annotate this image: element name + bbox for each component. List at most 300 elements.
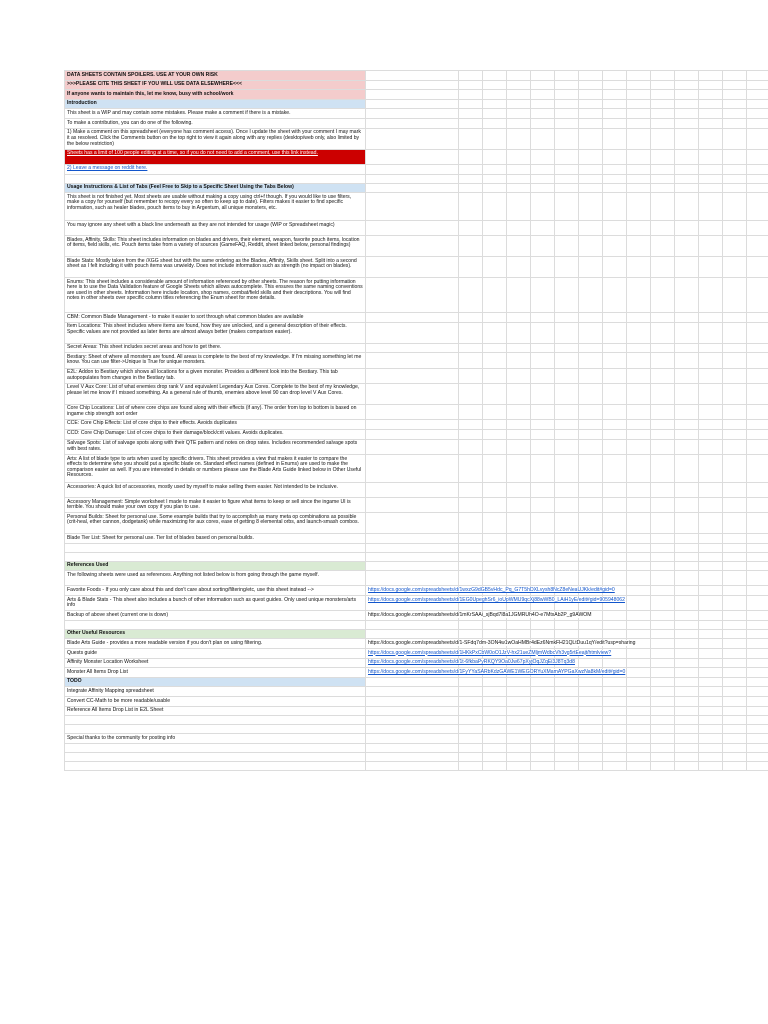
- empty-cell[interactable]: [675, 677, 699, 687]
- empty-cell[interactable]: [699, 734, 723, 744]
- empty-cell[interactable]: [627, 404, 651, 419]
- empty-cell[interactable]: [579, 99, 603, 109]
- cell-column-b[interactable]: [366, 620, 459, 629]
- empty-cell[interactable]: [555, 620, 579, 629]
- empty-cell[interactable]: [627, 734, 651, 744]
- empty-cell[interactable]: [531, 629, 555, 639]
- empty-cell[interactable]: [531, 620, 555, 629]
- empty-cell[interactable]: [675, 534, 699, 544]
- empty-cell[interactable]: [699, 119, 723, 129]
- cell-link-text[interactable]: Sheets has a limit of 100 people editing at a time, so if you do not need to add a comment, use this link instead.: [67, 150, 318, 157]
- empty-cell[interactable]: [675, 639, 699, 649]
- empty-cell[interactable]: [507, 221, 531, 236]
- empty-cell[interactable]: [555, 236, 579, 257]
- empty-cell[interactable]: [651, 716, 675, 725]
- empty-cell[interactable]: [507, 322, 531, 343]
- empty-cell[interactable]: [579, 80, 603, 90]
- empty-cell[interactable]: [531, 368, 555, 383]
- cell-column-a[interactable]: [65, 734, 366, 744]
- empty-cell[interactable]: [651, 629, 675, 639]
- empty-cell[interactable]: [723, 183, 747, 193]
- empty-cell[interactable]: [699, 513, 723, 534]
- empty-cell[interactable]: [579, 71, 603, 81]
- empty-cell[interactable]: [723, 119, 747, 129]
- empty-cell[interactable]: [675, 697, 699, 707]
- empty-cell[interactable]: [459, 439, 483, 454]
- empty-cell[interactable]: [555, 119, 579, 129]
- empty-cell[interactable]: [627, 483, 651, 498]
- empty-cell[interactable]: [603, 119, 627, 129]
- empty-cell[interactable]: [531, 128, 555, 149]
- empty-cell[interactable]: [699, 620, 723, 629]
- empty-cell[interactable]: [555, 498, 579, 513]
- empty-cell[interactable]: [531, 278, 555, 313]
- empty-cell[interactable]: [723, 586, 747, 596]
- empty-cell[interactable]: [507, 343, 531, 353]
- empty-cell[interactable]: [627, 149, 651, 164]
- empty-cell[interactable]: [627, 164, 651, 174]
- empty-cell[interactable]: [555, 257, 579, 278]
- cell-column-b[interactable]: [366, 677, 459, 687]
- empty-cell[interactable]: [675, 761, 699, 770]
- empty-cell[interactable]: [627, 455, 651, 483]
- empty-cell[interactable]: [507, 313, 531, 323]
- empty-cell[interactable]: [483, 278, 507, 313]
- empty-cell[interactable]: [531, 752, 555, 761]
- empty-cell[interactable]: [507, 236, 531, 257]
- cell-column-b[interactable]: [366, 483, 459, 498]
- cell-column-b[interactable]: [366, 439, 459, 454]
- empty-cell[interactable]: [459, 80, 483, 90]
- empty-cell[interactable]: [459, 149, 483, 164]
- empty-cell[interactable]: [579, 534, 603, 544]
- empty-cell[interactable]: [627, 629, 651, 639]
- cell-column-b[interactable]: [366, 752, 459, 761]
- empty-cell[interactable]: [531, 743, 555, 752]
- empty-cell[interactable]: [723, 611, 747, 621]
- cell-column-b[interactable]: [366, 149, 459, 164]
- empty-cell[interactable]: [723, 498, 747, 513]
- empty-cell[interactable]: [747, 677, 768, 687]
- empty-cell[interactable]: [627, 498, 651, 513]
- empty-cell[interactable]: [507, 513, 531, 534]
- empty-cell[interactable]: [747, 668, 768, 678]
- empty-cell[interactable]: [723, 552, 747, 561]
- empty-cell[interactable]: [531, 725, 555, 734]
- empty-cell[interactable]: [699, 80, 723, 90]
- empty-cell[interactable]: [723, 561, 747, 571]
- empty-cell[interactable]: [675, 419, 699, 429]
- empty-cell[interactable]: [459, 706, 483, 716]
- empty-cell[interactable]: [699, 697, 723, 707]
- empty-cell[interactable]: [675, 322, 699, 343]
- empty-cell[interactable]: [483, 257, 507, 278]
- empty-cell[interactable]: [555, 80, 579, 90]
- empty-cell[interactable]: [531, 149, 555, 164]
- empty-cell[interactable]: [699, 322, 723, 343]
- empty-cell[interactable]: [699, 257, 723, 278]
- empty-cell[interactable]: [555, 164, 579, 174]
- empty-cell[interactable]: [603, 193, 627, 221]
- empty-cell[interactable]: [723, 128, 747, 149]
- empty-cell[interactable]: [675, 343, 699, 353]
- empty-cell[interactable]: [483, 439, 507, 454]
- empty-cell[interactable]: [747, 383, 768, 404]
- empty-cell[interactable]: [747, 368, 768, 383]
- empty-cell[interactable]: [699, 383, 723, 404]
- empty-cell[interactable]: [483, 513, 507, 534]
- empty-cell[interactable]: [723, 174, 747, 183]
- empty-cell[interactable]: [483, 677, 507, 687]
- empty-cell[interactable]: [675, 80, 699, 90]
- empty-cell[interactable]: [507, 687, 531, 697]
- empty-cell[interactable]: [507, 571, 531, 586]
- empty-cell[interactable]: [747, 743, 768, 752]
- cell-column-a[interactable]: [65, 743, 366, 752]
- empty-cell[interactable]: [459, 419, 483, 429]
- empty-cell[interactable]: [579, 658, 603, 668]
- empty-cell[interactable]: [507, 90, 531, 100]
- empty-cell[interactable]: [459, 278, 483, 313]
- empty-cell[interactable]: [507, 109, 531, 119]
- empty-cell[interactable]: [651, 455, 675, 483]
- empty-cell[interactable]: [483, 236, 507, 257]
- empty-cell[interactable]: [699, 658, 723, 668]
- cell-column-b[interactable]: [366, 649, 612, 659]
- empty-cell[interactable]: [555, 439, 579, 454]
- empty-cell[interactable]: [651, 534, 675, 544]
- empty-cell[interactable]: [459, 353, 483, 368]
- empty-cell[interactable]: [507, 725, 531, 734]
- cell-column-b[interactable]: [366, 513, 459, 534]
- cell-column-b[interactable]: [366, 743, 459, 752]
- empty-cell[interactable]: [603, 439, 627, 454]
- empty-cell[interactable]: [675, 725, 699, 734]
- empty-cell[interactable]: [603, 629, 627, 639]
- cell-column-b[interactable]: [366, 611, 592, 621]
- cell-column-b[interactable]: [366, 658, 575, 668]
- empty-cell[interactable]: [627, 183, 651, 193]
- empty-cell[interactable]: [483, 193, 507, 221]
- cell-column-b[interactable]: [366, 706, 459, 716]
- empty-cell[interactable]: [651, 706, 675, 716]
- empty-cell[interactable]: [459, 429, 483, 439]
- empty-cell[interactable]: [507, 383, 531, 404]
- empty-cell[interactable]: [483, 80, 507, 90]
- empty-cell[interactable]: [483, 543, 507, 552]
- empty-cell[interactable]: [699, 404, 723, 419]
- empty-cell[interactable]: [675, 716, 699, 725]
- cell-column-a[interactable]: [65, 439, 366, 454]
- empty-cell[interactable]: [699, 543, 723, 552]
- empty-cell[interactable]: [627, 677, 651, 687]
- empty-cell[interactable]: [699, 193, 723, 221]
- empty-cell[interactable]: [699, 725, 723, 734]
- empty-cell[interactable]: [579, 498, 603, 513]
- empty-cell[interactable]: [579, 513, 603, 534]
- empty-cell[interactable]: [483, 313, 507, 323]
- empty-cell[interactable]: [675, 649, 699, 659]
- empty-cell[interactable]: [747, 183, 768, 193]
- empty-cell[interactable]: [675, 109, 699, 119]
- empty-cell[interactable]: [627, 439, 651, 454]
- empty-cell[interactable]: [747, 639, 768, 649]
- empty-cell[interactable]: [723, 257, 747, 278]
- empty-cell[interactable]: [507, 734, 531, 744]
- empty-cell[interactable]: [651, 383, 675, 404]
- cell-column-b[interactable]: [366, 455, 459, 483]
- empty-cell[interactable]: [483, 455, 507, 483]
- empty-cell[interactable]: [651, 649, 675, 659]
- empty-cell[interactable]: [555, 697, 579, 707]
- empty-cell[interactable]: [483, 128, 507, 149]
- empty-cell[interactable]: [603, 455, 627, 483]
- empty-cell[interactable]: [507, 353, 531, 368]
- empty-cell[interactable]: [531, 193, 555, 221]
- empty-cell[interactable]: [603, 183, 627, 193]
- cell-column-a[interactable]: [65, 571, 366, 586]
- empty-cell[interactable]: [723, 80, 747, 90]
- empty-cell[interactable]: [723, 687, 747, 697]
- empty-cell[interactable]: [555, 193, 579, 221]
- empty-cell[interactable]: [531, 716, 555, 725]
- empty-cell[interactable]: [651, 543, 675, 552]
- empty-cell[interactable]: [555, 571, 579, 586]
- empty-cell[interactable]: [699, 534, 723, 544]
- empty-cell[interactable]: [531, 174, 555, 183]
- empty-cell[interactable]: [627, 193, 651, 221]
- empty-cell[interactable]: [699, 483, 723, 498]
- empty-cell[interactable]: [483, 743, 507, 752]
- empty-cell[interactable]: [603, 174, 627, 183]
- empty-cell[interactable]: [483, 429, 507, 439]
- empty-cell[interactable]: [699, 677, 723, 687]
- empty-cell[interactable]: [603, 752, 627, 761]
- empty-cell[interactable]: [507, 552, 531, 561]
- empty-cell[interactable]: [531, 119, 555, 129]
- empty-cell[interactable]: [747, 571, 768, 586]
- cell-column-a[interactable]: [65, 534, 366, 544]
- empty-cell[interactable]: [747, 716, 768, 725]
- empty-cell[interactable]: [651, 404, 675, 419]
- empty-cell[interactable]: [507, 429, 531, 439]
- empty-cell[interactable]: [603, 404, 627, 419]
- empty-cell[interactable]: [531, 455, 555, 483]
- cell-column-b[interactable]: [366, 221, 459, 236]
- empty-cell[interactable]: [747, 404, 768, 419]
- empty-cell[interactable]: [603, 128, 627, 149]
- empty-cell[interactable]: [531, 543, 555, 552]
- empty-cell[interactable]: [507, 419, 531, 429]
- empty-cell[interactable]: [699, 439, 723, 454]
- empty-cell[interactable]: [483, 697, 507, 707]
- empty-cell[interactable]: [723, 343, 747, 353]
- empty-cell[interactable]: [699, 368, 723, 383]
- empty-cell[interactable]: [723, 483, 747, 498]
- cell-column-a[interactable]: [65, 586, 366, 596]
- empty-cell[interactable]: [459, 313, 483, 323]
- cell-column-a[interactable]: [65, 513, 366, 534]
- empty-cell[interactable]: [723, 761, 747, 770]
- empty-cell[interactable]: [723, 164, 747, 174]
- empty-cell[interactable]: [579, 543, 603, 552]
- cell-column-b[interactable]: [366, 552, 459, 561]
- empty-cell[interactable]: [627, 596, 651, 611]
- empty-cell[interactable]: [459, 552, 483, 561]
- cell-column-a[interactable]: [65, 725, 366, 734]
- empty-cell[interactable]: [747, 761, 768, 770]
- empty-cell[interactable]: [603, 543, 627, 552]
- cell-column-b[interactable]: [366, 586, 615, 596]
- empty-cell[interactable]: [579, 343, 603, 353]
- empty-cell[interactable]: [603, 658, 627, 668]
- empty-cell[interactable]: [603, 743, 627, 752]
- empty-cell[interactable]: [531, 71, 555, 81]
- empty-cell[interactable]: [603, 221, 627, 236]
- cell-column-b[interactable]: [366, 639, 636, 649]
- empty-cell[interactable]: [723, 677, 747, 687]
- empty-cell[interactable]: [723, 734, 747, 744]
- empty-cell[interactable]: [579, 383, 603, 404]
- empty-cell[interactable]: [507, 561, 531, 571]
- empty-cell[interactable]: [723, 193, 747, 221]
- empty-cell[interactable]: [459, 257, 483, 278]
- empty-cell[interactable]: [651, 353, 675, 368]
- empty-cell[interactable]: [531, 734, 555, 744]
- empty-cell[interactable]: [459, 455, 483, 483]
- reference-link[interactable]: https://docs.google.com/spreadsheets/d/1mKrSAAi_sjBqd7l8a1JGMRUh4O-e7MtxAb2P_g9AWOM: [368, 611, 592, 618]
- empty-cell[interactable]: [747, 278, 768, 313]
- empty-cell[interactable]: [651, 687, 675, 697]
- empty-cell[interactable]: [627, 174, 651, 183]
- empty-cell[interactable]: [459, 343, 483, 353]
- empty-cell[interactable]: [651, 419, 675, 429]
- empty-cell[interactable]: [675, 620, 699, 629]
- empty-cell[interactable]: [603, 419, 627, 429]
- empty-cell[interactable]: [699, 174, 723, 183]
- empty-cell[interactable]: [651, 149, 675, 164]
- empty-cell[interactable]: [747, 752, 768, 761]
- empty-cell[interactable]: [627, 90, 651, 100]
- empty-cell[interactable]: [507, 71, 531, 81]
- empty-cell[interactable]: [459, 498, 483, 513]
- empty-cell[interactable]: [531, 383, 555, 404]
- empty-cell[interactable]: [555, 513, 579, 534]
- cell-column-b[interactable]: [366, 429, 459, 439]
- empty-cell[interactable]: [603, 725, 627, 734]
- empty-cell[interactable]: [483, 706, 507, 716]
- empty-cell[interactable]: [675, 668, 699, 678]
- empty-cell[interactable]: [675, 404, 699, 419]
- empty-cell[interactable]: [723, 71, 747, 81]
- empty-cell[interactable]: [555, 174, 579, 183]
- empty-cell[interactable]: [507, 752, 531, 761]
- empty-cell[interactable]: [531, 90, 555, 100]
- empty-cell[interactable]: [483, 761, 507, 770]
- empty-cell[interactable]: [531, 109, 555, 119]
- empty-cell[interactable]: [579, 752, 603, 761]
- cell-column-a[interactable]: [65, 419, 366, 429]
- empty-cell[interactable]: [603, 571, 627, 586]
- cell-column-b[interactable]: [366, 561, 459, 571]
- cell-column-a[interactable]: [65, 278, 366, 313]
- empty-cell[interactable]: [507, 257, 531, 278]
- empty-cell[interactable]: [507, 164, 531, 174]
- empty-cell[interactable]: [627, 752, 651, 761]
- empty-cell[interactable]: [723, 571, 747, 586]
- empty-cell[interactable]: [555, 761, 579, 770]
- empty-cell[interactable]: [459, 383, 483, 404]
- empty-cell[interactable]: [651, 90, 675, 100]
- empty-cell[interactable]: [459, 725, 483, 734]
- empty-cell[interactable]: [459, 221, 483, 236]
- empty-cell[interactable]: [603, 257, 627, 278]
- empty-cell[interactable]: [723, 149, 747, 164]
- empty-cell[interactable]: [651, 725, 675, 734]
- empty-cell[interactable]: [555, 90, 579, 100]
- cell-column-a[interactable]: [65, 611, 366, 621]
- empty-cell[interactable]: [459, 109, 483, 119]
- cell-column-a[interactable]: [65, 543, 366, 552]
- empty-cell[interactable]: [699, 552, 723, 561]
- cell-column-b[interactable]: [366, 697, 459, 707]
- empty-cell[interactable]: [651, 743, 675, 752]
- empty-cell[interactable]: [603, 343, 627, 353]
- empty-cell[interactable]: [603, 483, 627, 498]
- empty-cell[interactable]: [579, 687, 603, 697]
- empty-cell[interactable]: [627, 80, 651, 90]
- empty-cell[interactable]: [555, 221, 579, 236]
- empty-cell[interactable]: [507, 483, 531, 498]
- empty-cell[interactable]: [627, 71, 651, 81]
- empty-cell[interactable]: [699, 455, 723, 483]
- empty-cell[interactable]: [699, 164, 723, 174]
- empty-cell[interactable]: [579, 353, 603, 368]
- empty-cell[interactable]: [747, 620, 768, 629]
- empty-cell[interactable]: [603, 687, 627, 697]
- empty-cell[interactable]: [483, 419, 507, 429]
- empty-cell[interactable]: [651, 677, 675, 687]
- empty-cell[interactable]: [675, 429, 699, 439]
- empty-cell[interactable]: [483, 343, 507, 353]
- empty-cell[interactable]: [675, 552, 699, 561]
- empty-cell[interactable]: [627, 534, 651, 544]
- empty-cell[interactable]: [699, 611, 723, 621]
- empty-cell[interactable]: [675, 174, 699, 183]
- empty-cell[interactable]: [531, 236, 555, 257]
- empty-cell[interactable]: [555, 278, 579, 313]
- cell-column-b[interactable]: [366, 164, 459, 174]
- empty-cell[interactable]: [507, 183, 531, 193]
- empty-cell[interactable]: [531, 697, 555, 707]
- empty-cell[interactable]: [675, 734, 699, 744]
- empty-cell[interactable]: [651, 639, 675, 649]
- empty-cell[interactable]: [699, 221, 723, 236]
- empty-cell[interactable]: [723, 697, 747, 707]
- empty-cell[interactable]: [651, 620, 675, 629]
- empty-cell[interactable]: [747, 697, 768, 707]
- empty-cell[interactable]: [675, 149, 699, 164]
- empty-cell[interactable]: [699, 761, 723, 770]
- empty-cell[interactable]: [675, 543, 699, 552]
- empty-cell[interactable]: [747, 629, 768, 639]
- reference-link[interactable]: https://docs.google.com/spreadsheets/d/1t-6fkbaPyRKQY9Oa0Jw67pXyjOqJZqEi3J8Tq3d8: [368, 659, 575, 666]
- empty-cell[interactable]: [579, 164, 603, 174]
- empty-cell[interactable]: [531, 571, 555, 586]
- cell-column-a[interactable]: [65, 498, 366, 513]
- empty-cell[interactable]: [603, 383, 627, 404]
- empty-cell[interactable]: [579, 404, 603, 419]
